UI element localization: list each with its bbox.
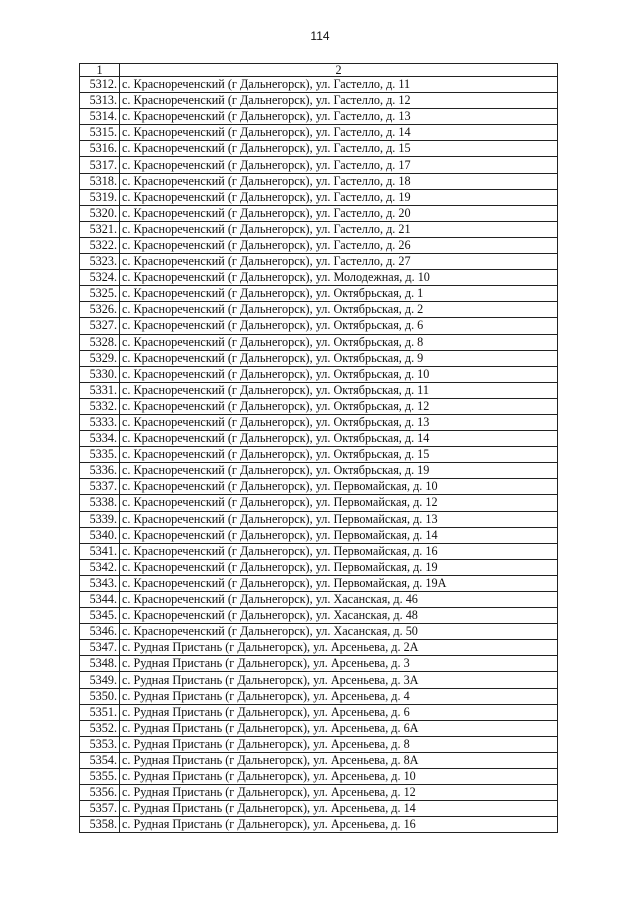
row-address: с. Рудная Пристань (г Дальнегорск), ул. Арсеньева, д. 14 [120, 801, 558, 817]
row-address: с. Краснореченский (г Дальнегорск), ул. Октябрьская, д. 15 [120, 447, 558, 463]
row-number: 5337. [80, 479, 120, 495]
row-number: 5317. [80, 157, 120, 173]
column-header-number: 1 [80, 64, 120, 77]
row-address: с. Краснореченский (г Дальнегорск), ул. Октябрьская, д. 13 [120, 414, 558, 430]
table-row [80, 302, 558, 318]
table-row [80, 736, 558, 752]
row-number: 5326. [80, 302, 120, 318]
row-number: 5350. [80, 688, 120, 704]
row-address: с. Рудная Пристань (г Дальнегорск), ул. Арсеньева, д. 3 [120, 656, 558, 672]
row-address: с. Краснореченский (г Дальнегорск), ул. Октябрьская, д. 14 [120, 431, 558, 447]
table-row [80, 801, 558, 817]
row-number: 5324. [80, 270, 120, 286]
row-number: 5313. [80, 93, 120, 109]
row-address: с. Краснореченский (г Дальнегорск), ул. Первомайская, д. 12 [120, 495, 558, 511]
row-address: с. Краснореченский (г Дальнегорск), ул. Гастелло, д. 11 [120, 77, 558, 93]
table-row [80, 447, 558, 463]
address-table [79, 63, 558, 833]
row-address: с. Рудная Пристань (г Дальнегорск), ул. Арсеньева, д. 16 [120, 817, 558, 833]
row-number: 5352. [80, 720, 120, 736]
row-address: с. Краснореченский (г Дальнегорск), ул. Октябрьская, д. 9 [120, 350, 558, 366]
table-row [80, 543, 558, 559]
row-number: 5327. [80, 318, 120, 334]
row-number: 5333. [80, 414, 120, 430]
row-number: 5355. [80, 769, 120, 785]
row-number: 5348. [80, 656, 120, 672]
row-address: с. Краснореченский (г Дальнегорск), ул. Октябрьская, д. 6 [120, 318, 558, 334]
table-row [80, 511, 558, 527]
row-number: 5329. [80, 350, 120, 366]
row-number: 5334. [80, 431, 120, 447]
row-address: с. Краснореченский (г Дальнегорск), ул. Первомайская, д. 16 [120, 543, 558, 559]
row-address: с. Краснореченский (г Дальнегорск), ул. Гастелло, д. 18 [120, 173, 558, 189]
row-number: 5320. [80, 205, 120, 221]
table-row [80, 237, 558, 253]
table-row [80, 624, 558, 640]
row-address: с. Рудная Пристань (г Дальнегорск), ул. Арсеньева, д. 12 [120, 785, 558, 801]
row-address: с. Краснореченский (г Дальнегорск), ул. Гастелло, д. 21 [120, 221, 558, 237]
row-address: с. Краснореченский (г Дальнегорск), ул. Октябрьская, д. 11 [120, 382, 558, 398]
table-row [80, 270, 558, 286]
row-number: 5351. [80, 704, 120, 720]
row-address: с. Краснореченский (г Дальнегорск), ул. Первомайская, д. 19 [120, 559, 558, 575]
row-number: 5356. [80, 785, 120, 801]
table-row [80, 414, 558, 430]
row-number: 5343. [80, 575, 120, 591]
table-row [80, 93, 558, 109]
table-body [80, 77, 558, 833]
table-row [80, 286, 558, 302]
table-row [80, 608, 558, 624]
row-number: 5323. [80, 254, 120, 270]
row-address: с. Краснореченский (г Дальнегорск), ул. Первомайская, д. 10 [120, 479, 558, 495]
row-number: 5344. [80, 592, 120, 608]
table-row [80, 350, 558, 366]
table-row [80, 205, 558, 221]
row-address: с. Краснореченский (г Дальнегорск), ул. Гастелло, д. 17 [120, 157, 558, 173]
row-number: 5330. [80, 366, 120, 382]
table-row [80, 221, 558, 237]
row-address: с. Краснореченский (г Дальнегорск), ул. Гастелло, д. 27 [120, 254, 558, 270]
row-number: 5339. [80, 511, 120, 527]
table-row [80, 173, 558, 189]
row-number: 5354. [80, 752, 120, 768]
column-header-address: 2 [120, 64, 558, 77]
table-row [80, 463, 558, 479]
row-address: с. Рудная Пристань (г Дальнегорск), ул. Арсеньева, д. 8А [120, 752, 558, 768]
row-number: 5358. [80, 817, 120, 833]
row-number: 5314. [80, 109, 120, 125]
row-number: 5331. [80, 382, 120, 398]
row-address: с. Краснореченский (г Дальнегорск), ул. Первомайская, д. 13 [120, 511, 558, 527]
table-row [80, 720, 558, 736]
table-row [80, 575, 558, 591]
row-number: 5340. [80, 527, 120, 543]
row-address: с. Краснореченский (г Дальнегорск), ул. Октябрьская, д. 2 [120, 302, 558, 318]
row-address: с. Рудная Пристань (г Дальнегорск), ул. Арсеньева, д. 8 [120, 736, 558, 752]
row-address: с. Краснореченский (г Дальнегорск), ул. Молодежная, д. 10 [120, 270, 558, 286]
table-row [80, 656, 558, 672]
row-number: 5335. [80, 447, 120, 463]
table-row [80, 495, 558, 511]
table-row [80, 769, 558, 785]
row-number: 5315. [80, 125, 120, 141]
row-number: 5325. [80, 286, 120, 302]
table-row [80, 366, 558, 382]
row-address: с. Краснореченский (г Дальнегорск), ул. Хасанская, д. 46 [120, 592, 558, 608]
table-row [80, 189, 558, 205]
row-address: с. Краснореченский (г Дальнегорск), ул. Октябрьская, д. 12 [120, 398, 558, 414]
row-address: с. Краснореченский (г Дальнегорск), ул. Первомайская, д. 19А [120, 575, 558, 591]
row-number: 5338. [80, 495, 120, 511]
table-row [80, 640, 558, 656]
row-address: с. Краснореченский (г Дальнегорск), ул. Гастелло, д. 19 [120, 189, 558, 205]
row-address: с. Краснореченский (г Дальнегорск), ул. Первомайская, д. 14 [120, 527, 558, 543]
table-row [80, 398, 558, 414]
row-address: с. Краснореченский (г Дальнегорск), ул. Гастелло, д. 20 [120, 205, 558, 221]
row-address: с. Рудная Пристань (г Дальнегорск), ул. Арсеньева, д. 3А [120, 672, 558, 688]
row-address: с. Рудная Пристань (г Дальнегорск), ул. Арсеньева, д. 4 [120, 688, 558, 704]
row-number: 5322. [80, 237, 120, 253]
row-address: с. Краснореченский (г Дальнегорск), ул. Гастелло, д. 14 [120, 125, 558, 141]
row-address: с. Рудная Пристань (г Дальнегорск), ул. Арсеньева, д. 2А [120, 640, 558, 656]
table-row [80, 77, 558, 93]
row-address: с. Рудная Пристань (г Дальнегорск), ул. Арсеньева, д. 6А [120, 720, 558, 736]
row-number: 5346. [80, 624, 120, 640]
row-number: 5342. [80, 559, 120, 575]
table-row [80, 704, 558, 720]
table-row [80, 141, 558, 157]
row-address: с. Краснореченский (г Дальнегорск), ул. Гастелло, д. 13 [120, 109, 558, 125]
table-row [80, 785, 558, 801]
row-number: 5353. [80, 736, 120, 752]
table-row [80, 479, 558, 495]
row-address: с. Рудная Пристань (г Дальнегорск), ул. Арсеньева, д. 10 [120, 769, 558, 785]
table-row [80, 592, 558, 608]
row-number: 5336. [80, 463, 120, 479]
table-row [80, 157, 558, 173]
row-address: с. Краснореченский (г Дальнегорск), ул. Гастелло, д. 12 [120, 93, 558, 109]
table-row [80, 109, 558, 125]
row-address: с. Краснореченский (г Дальнегорск), ул. Хасанская, д. 48 [120, 608, 558, 624]
row-number: 5319. [80, 189, 120, 205]
row-number: 5349. [80, 672, 120, 688]
row-number: 5345. [80, 608, 120, 624]
row-number: 5357. [80, 801, 120, 817]
row-address: с. Краснореченский (г Дальнегорск), ул. Гастелло, д. 15 [120, 141, 558, 157]
row-address: с. Краснореченский (г Дальнегорск), ул. Октябрьская, д. 1 [120, 286, 558, 302]
table-row [80, 382, 558, 398]
row-number: 5341. [80, 543, 120, 559]
row-address: с. Краснореченский (г Дальнегорск), ул. Гастелло, д. 26 [120, 237, 558, 253]
table-header-row [80, 64, 558, 77]
row-address: с. Рудная Пристань (г Дальнегорск), ул. Арсеньева, д. 6 [120, 704, 558, 720]
row-number: 5328. [80, 334, 120, 350]
table-row [80, 672, 558, 688]
table-row [80, 431, 558, 447]
row-address: с. Краснореченский (г Дальнегорск), ул. Октябрьская, д. 8 [120, 334, 558, 350]
table-row [80, 334, 558, 350]
page-number: 114 [310, 29, 330, 43]
table-row [80, 817, 558, 833]
row-number: 5318. [80, 173, 120, 189]
table-row [80, 125, 558, 141]
table-row [80, 559, 558, 575]
table-row [80, 752, 558, 768]
row-number: 5332. [80, 398, 120, 414]
row-number: 5316. [80, 141, 120, 157]
row-number: 5347. [80, 640, 120, 656]
row-address: с. Краснореченский (г Дальнегорск), ул. Хасанская, д. 50 [120, 624, 558, 640]
row-address: с. Краснореченский (г Дальнегорск), ул. Октябрьская, д. 10 [120, 366, 558, 382]
row-address: с. Краснореченский (г Дальнегорск), ул. Октябрьская, д. 19 [120, 463, 558, 479]
table-row [80, 318, 558, 334]
table-row [80, 688, 558, 704]
row-number: 5321. [80, 221, 120, 237]
table-row [80, 254, 558, 270]
table-row [80, 527, 558, 543]
row-number: 5312. [80, 77, 120, 93]
